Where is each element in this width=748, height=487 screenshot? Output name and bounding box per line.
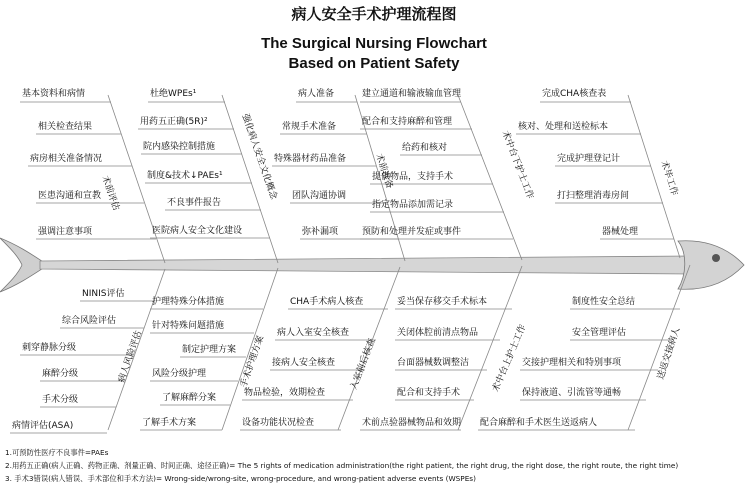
bottom-b1-item-5: 手术分级 — [42, 395, 79, 405]
fish-spine — [40, 256, 690, 274]
top-b4-item-6: 预防和处理并发症或事件 — [362, 227, 462, 237]
top-b5-category: 术毕工作 — [658, 159, 680, 198]
bottom-b3-item-1: CHA手术病人核查 — [290, 297, 364, 307]
top-b1-item-1: 基本资料和病情 — [22, 89, 86, 99]
top-b4-item-5: 指定物品添加需记录 — [372, 200, 454, 210]
top-b5-item-4: 打扫整理消毒房间 — [557, 191, 630, 201]
bottom-b5-item-4: 保持液道、引流管等通畅 — [522, 388, 622, 398]
bottom-b1-item-1: NINIS评估 — [82, 289, 125, 299]
bottom-b4-item-1: 妥当保存移交手术标本 — [397, 297, 488, 307]
bottom-b4-category: 术中台上护士工作 — [491, 323, 529, 394]
top-b3-item-4: 团队沟通协调 — [292, 191, 347, 201]
fish-eye — [712, 254, 720, 262]
bottom-b2-item-5: 了解麻醉分案 — [162, 393, 217, 403]
fish-head — [678, 241, 744, 290]
top-b3-item-2: 常规手术准备 — [282, 122, 337, 132]
top-b2-item-6: 医院病人安全文化建设 — [152, 226, 243, 236]
bottom-b5-item-3: 交接护理相关和特别事项 — [522, 358, 622, 368]
bottom-b4-item-2: 关闭体腔前清点物品 — [397, 328, 479, 338]
bottom-b5-item-2: 安全管理评估 — [572, 328, 627, 338]
top-b2-item-1: 杜绝WPEs¹ — [150, 89, 197, 99]
bottom-b1-category: 病人风险评估 — [117, 329, 145, 384]
top-b1-item-2: 相关检查结果 — [38, 122, 93, 132]
top-b2-category: 强化病人安全文化概念 — [239, 112, 279, 202]
top-b2-item-2: 用药五正确(5R)² — [140, 117, 208, 127]
top-b4-item-4: 提供物品，支持手术 — [372, 172, 454, 182]
top-b3-item-3: 特殊器材药品准备 — [274, 154, 347, 164]
chinese-title: 病人安全手术护理流程图 — [291, 5, 457, 23]
bottom-b1-item-6: 病情评估(ASA) — [12, 421, 74, 431]
bottom-b1-item-4: 麻醉分级 — [42, 369, 79, 379]
bottom-b3-item-3: 接病人安全核查 — [272, 358, 336, 368]
top-b5-item-5: 器械处理 — [602, 227, 639, 237]
bottom-b4-item-5: 术前点验器械物品和效期 — [362, 418, 462, 428]
bottom-b3-item-2: 病人入室安全核查 — [277, 328, 350, 338]
bottom-b2-item-1: 护理特殊分体措施 — [152, 297, 225, 307]
footnote-3: 3. 手术3错误(病人错误、手术部位和手术方法)= Wrong-side/wrong-site, wrong-procedure, and wrong-patient adverse events (WSPEs) — [5, 474, 476, 483]
footnote-2: 2.用药五正确(病人正确、药物正确、剂量正确、时间正确、途径正确)= The 5 rights of medication administration(the right patient, the right drug, the right dose, the right route, the right time) — [5, 461, 679, 470]
top-b5-item-3: 完成护理登记计 — [557, 154, 621, 164]
bottom-b2-item-4: 风险分级护理 — [152, 369, 207, 379]
bottom-b3-item-4: 物品检验，效期检查 — [244, 388, 326, 398]
bottom-b2-category: 手术护理方案 — [239, 334, 267, 389]
top-b2-item-5: 不良事件报告 — [167, 198, 222, 208]
bottom-b3-item-5: 设备功能状况检查 — [242, 418, 315, 428]
bottom-b2-item-6: 了解手术方案 — [142, 418, 197, 428]
bottom-b4-item-4: 配合和支持手术 — [397, 388, 461, 398]
top-b2-item-3: 院内感染控制措施 — [143, 142, 216, 152]
top-b5-item-1: 完成CHA核查表 — [542, 89, 607, 99]
bottom-b2-item-3: 制定护理方案 — [182, 345, 237, 355]
bottom-b3-category: 入室前后核查 — [349, 337, 378, 392]
top-b3-category: 术前准备 — [373, 152, 395, 191]
top-b5-item-2: 核对、处理和送检标本 — [518, 122, 609, 132]
bottom-b5-item-5: 配合麻醉和手术医生送返病人 — [480, 418, 598, 428]
top-b4-item-1: 建立通道和输液输血管理 — [362, 89, 462, 99]
bottom-b2-item-2: 针对特殊问题措施 — [152, 321, 225, 331]
bottom-b5-item-1: 制度性安全总结 — [572, 297, 636, 307]
top-b4-category: 术中台下护士工作 — [499, 129, 535, 201]
bottom-b4-item-3: 台面器械数调整洁 — [397, 358, 470, 368]
top-b4-item-3: 给药和核对 — [402, 143, 448, 153]
english-title-line2: Based on Patient Safety — [288, 55, 460, 72]
top-b3-item-1: 病人准备 — [298, 89, 335, 99]
top-b1-item-5: 强调注意事项 — [38, 227, 93, 237]
top-b3-item-5: 弥补漏项 — [302, 227, 339, 237]
bottom-b5-category: 送返交接病人 — [656, 326, 683, 381]
top-b2-item-4: 制度&技术↓PAEs¹ — [147, 171, 223, 181]
footnote-1: 1.可预防性医疗不良事件=PAEs — [5, 448, 109, 457]
top-b1-item-3: 病房相关准备情况 — [30, 154, 103, 164]
english-title-line1: The Surgical Nursing Flowchart — [261, 35, 487, 52]
bottom-b1-item-3: 刺穿静脉分级 — [22, 343, 77, 353]
top-b4-item-2: 配合和支持麻醉和管理 — [362, 117, 453, 127]
top-b1-item-4: 医患沟通和宣教 — [38, 191, 102, 201]
top-b1-category: 术前评估 — [99, 174, 121, 212]
bottom-b1-item-2: 综合风险评估 — [62, 316, 117, 326]
